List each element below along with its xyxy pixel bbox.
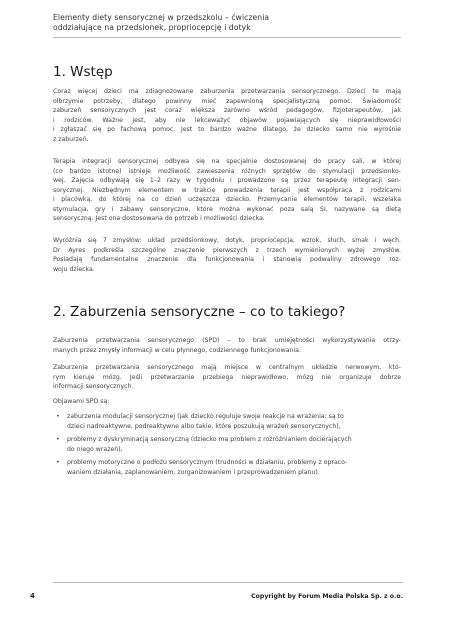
text-line: do niego wrażeń), (67, 445, 123, 453)
text-line: Posiadają fundamentalne znaczenie dla funkcjonowania i stanowią podwaliny zdrowego roz- (53, 256, 401, 263)
text-line: sensoryczną. Jest ona dostosowana do potrzeb i możliwości dziecka. (53, 215, 265, 222)
text-line: dzieci nadreaktywne, podreaktywne albo takie, które poszukują wrażeń sensorycznych), (67, 422, 341, 430)
section-2-paragraph-1 (53, 336, 401, 355)
text-line: manych przez zmysły informacji w celu płynnego, codziennego funkcjonowania. (53, 346, 301, 354)
section-2-paragraph-2 (53, 363, 401, 392)
text-line: zaburzenia modulacji sensorycznej (jak dziecko reguluje swoje reakcje na wrażenia; są to (67, 413, 344, 420)
text-line: informacji sensorycznych. (53, 383, 134, 390)
section-1-paragraph-1 (53, 87, 401, 144)
text-line: waniem działania, zaplanowaniem, zorganizowaniem i przeprowadzeniem planu). (67, 468, 320, 476)
section-2-heading: 2. Zaburzenia sensoryczne – co to takiego? (53, 304, 346, 320)
running-header (53, 13, 413, 33)
text-line: sorycznej. Niezbędnym elementem w trakcie prowadzenia terapii jest współpraca z rodzicami (53, 186, 401, 194)
text-line: olbrzymie potrzeby, dlatego powinny mieć zapewnioną specjalistyczną pomoc. Świadomość (53, 97, 401, 105)
list-item (53, 458, 401, 477)
text-line: wej. Zajęcia odbywają się 1–2 razy w tygodniu i prowadzone są przez terapeutę integracji sen- (53, 177, 401, 184)
section-1-paragraph-2 (53, 157, 401, 224)
text-line: problemy motoryczne o podłożu sensorycznym (trudności w działaniu, problemy z opraco- (67, 459, 348, 466)
list-item (53, 412, 401, 431)
header-line-1: Elementy diety sensorycznej w przedszkolu – ćwiczenia (53, 13, 270, 22)
text-line: i zgłaszać się po fachową pomoc. Jest to bardzo ważne dlatego, że dziecko samo nie wyrośnie (53, 126, 401, 133)
text-line: Dr Ayres podkreśla szczególne znaczenie pierwszych z trzech wymienionych wyżej zmysłów. (53, 246, 401, 254)
section-1-paragraph-3 (53, 236, 401, 274)
text-line: Wyróżnia się 7 zmysłów: układ przedsionkowy, dotyk, propriocepcja, wzrok, słuch, smak i węch. (53, 237, 401, 244)
page-number: 4 (30, 592, 35, 600)
text-line: Zaburzenia przetwarzania sensorycznego mają miejsce w centralnym układzie nerwowym, któ- (53, 364, 401, 371)
section-1-heading: 1. Wstęp (53, 64, 113, 80)
text-line: Zaburzenia przetwarzania sensorycznego (SPD) – to brak umiejętności wykorzystywania otrzy- (53, 337, 401, 344)
text-line: stymulacja, gry i zabawy sensoryczne, które można wykonać poza salą SI, nazywane są dietą (53, 205, 401, 213)
text-line: i rodziców. Ważne jest, aby nie lekceważyć objawów pojawiających się nieprawidłowości (53, 116, 401, 124)
section-2-paragraph-3 (53, 397, 401, 407)
symptoms-list (53, 412, 401, 481)
bullet-icon: • (56, 459, 60, 466)
bullet-icon: • (56, 413, 60, 420)
header-divider (53, 37, 401, 38)
footer-divider (53, 582, 403, 583)
text-line: (co bardzo istotne) istnieje możliwość zawieszenia różnych sprzętów do stymulacji przedsionko- (53, 167, 401, 175)
bullet-icon: • (56, 436, 60, 443)
header-line-2: oddziałujące na przedsionek, propriocepcję i dotyk (53, 23, 251, 32)
text-line: problemy z dyskryminacją sensoryczną (dziecko ma problem z rozróżnianiem docierających (67, 436, 352, 443)
text-line: rym kieruje mózg. Jeśli przetwarzanie przebiega nieprawidłowo, mózg nie organizuje dobrze (53, 373, 401, 381)
text-line: z zaburzeń. (53, 135, 89, 143)
copyright-notice: Copyright by Forum Media Polska Sp. z o.o. (251, 593, 403, 600)
text-line: Coraz więcej dzieci ma zdiagnozowane zaburzenia przetwarzania sensorycznego. Dzieci te mają (53, 88, 401, 95)
text-line: woju dziecka. (53, 265, 95, 273)
text-line: Objawami SPD są: (53, 398, 110, 405)
text-line: zaburzeń sensorycznych jest coraz większa zarówno wśród pedagogów, fizjoterapeutów, jak (53, 107, 401, 114)
text-line: Terapia integracji sensorycznej odbywa się na specjalnie dostosowanej do pracy sali, w której (53, 158, 401, 165)
text-line: i placówką, do której na co dzień uczęszcza dziecko. Przemycanie elementów terapii, wszelaka (53, 196, 401, 203)
list-item (53, 435, 401, 454)
